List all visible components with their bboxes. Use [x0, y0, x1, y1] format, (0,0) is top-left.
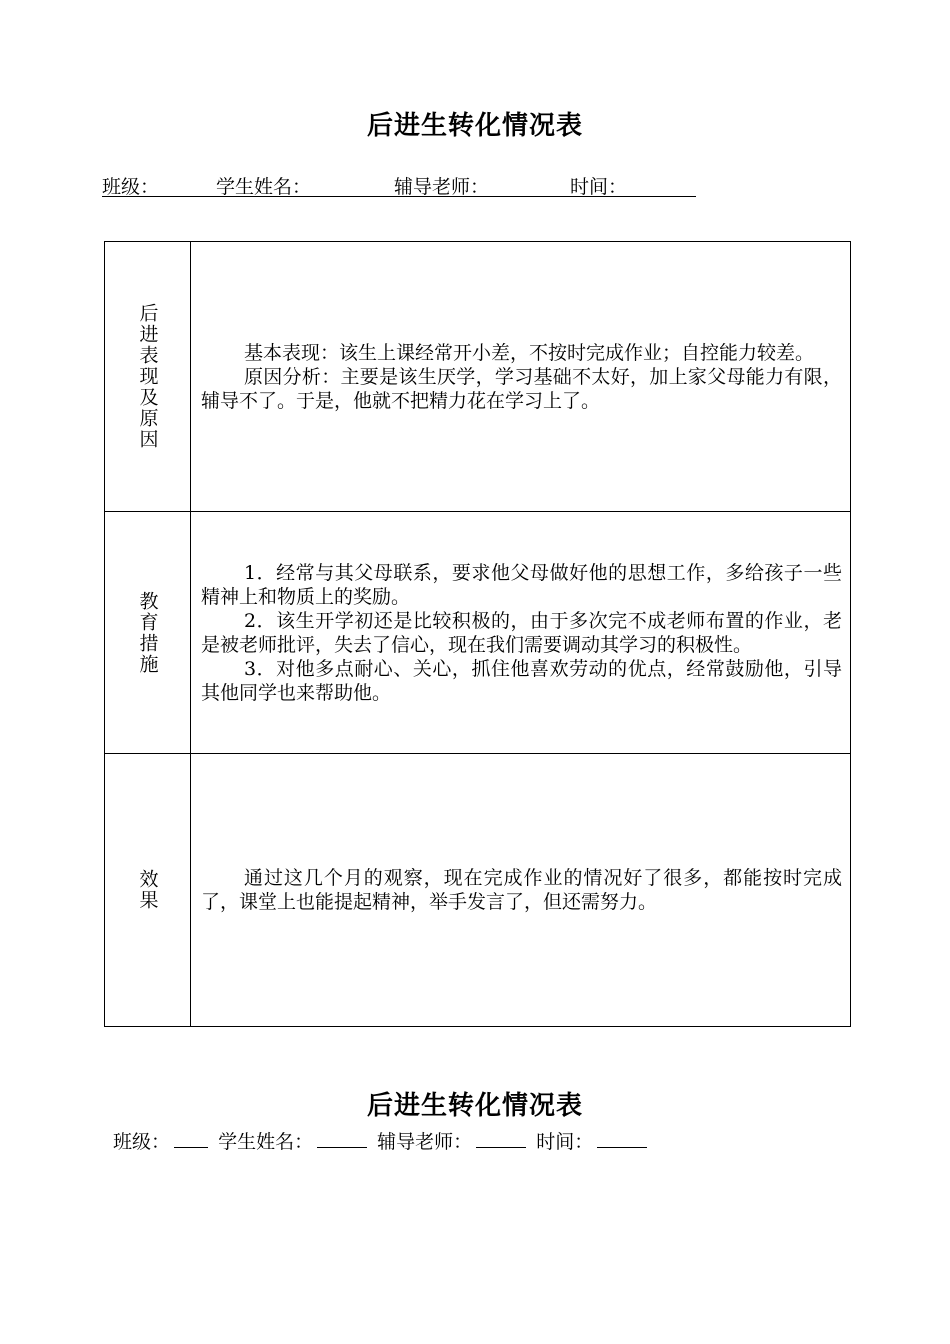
row-label-education-measures: 教育措施: [136, 590, 159, 675]
table-row: [105, 242, 850, 512]
tutor-teacher-label: 辅导老师：: [394, 176, 490, 198]
page-title-second: 后进生转化情况表: [366, 1091, 583, 1121]
row-label-cell: [105, 242, 191, 511]
tutor-teacher-blank-field[interactable]: [476, 1129, 526, 1148]
measure-1-text: 1．经常与其父母联系，要求他父母做好他的思想工作，多给孩子一些精神上和物质上的奖励。: [201, 561, 842, 608]
row-label-cell: [105, 754, 191, 1026]
form-header-second: [113, 1127, 651, 1154]
form-header: [102, 172, 696, 197]
time-label: 时间：: [570, 176, 628, 198]
class-blank-field[interactable]: [174, 1129, 208, 1148]
row-label-cell: [105, 512, 191, 753]
transformation-table: [104, 241, 851, 1027]
measure-2-text: 2．该生开学初还是比较积极的，由于多次完不成老师布置的作业，老是被老师批评，失去了信心，现在我们需要调动其学习的积极性。: [201, 609, 842, 656]
row-content-cell: [191, 242, 850, 511]
page-title: 后进生转化情况表: [366, 111, 583, 141]
row-content-cell: [191, 754, 850, 1026]
row-label-effect: 效果: [136, 869, 159, 911]
class-label: 班级：: [102, 176, 160, 198]
table-row: [105, 754, 850, 1026]
tutor-teacher-label: 辅导老师：: [377, 1131, 473, 1153]
cause-analysis-text: 原因分析：主要是该生厌学，学习基础不太好，加上家父母能力有限，辅导不了。于是，他就不把精力花在学习上了。: [201, 365, 842, 412]
student-name-label: 学生姓名：: [218, 1131, 314, 1153]
student-name-label: 学生姓名：: [216, 176, 312, 198]
effect-text: 通过这几个月的观察，现在完成作业的情况好了很多，都能按时完成了，课堂上也能提起精神，举手发言了，但还需努力。: [201, 867, 842, 913]
row-label-performance-and-cause: 后进表现及原因: [136, 303, 159, 450]
time-blank-field[interactable]: [597, 1129, 647, 1148]
student-name-blank-field[interactable]: [317, 1129, 367, 1148]
table-row: [105, 512, 850, 754]
row-content-cell: [191, 512, 850, 753]
measure-3-text: 3．对他多点耐心、关心，抓住他喜欢劳动的优点，经常鼓励他，引导其他同学也来帮助他。: [201, 657, 842, 704]
time-label: 时间：: [536, 1131, 594, 1153]
class-label: 班级：: [113, 1131, 171, 1153]
basic-performance-text: 基本表现：该生上课经常开小差，不按时完成作业；自控能力较差。: [244, 341, 815, 364]
